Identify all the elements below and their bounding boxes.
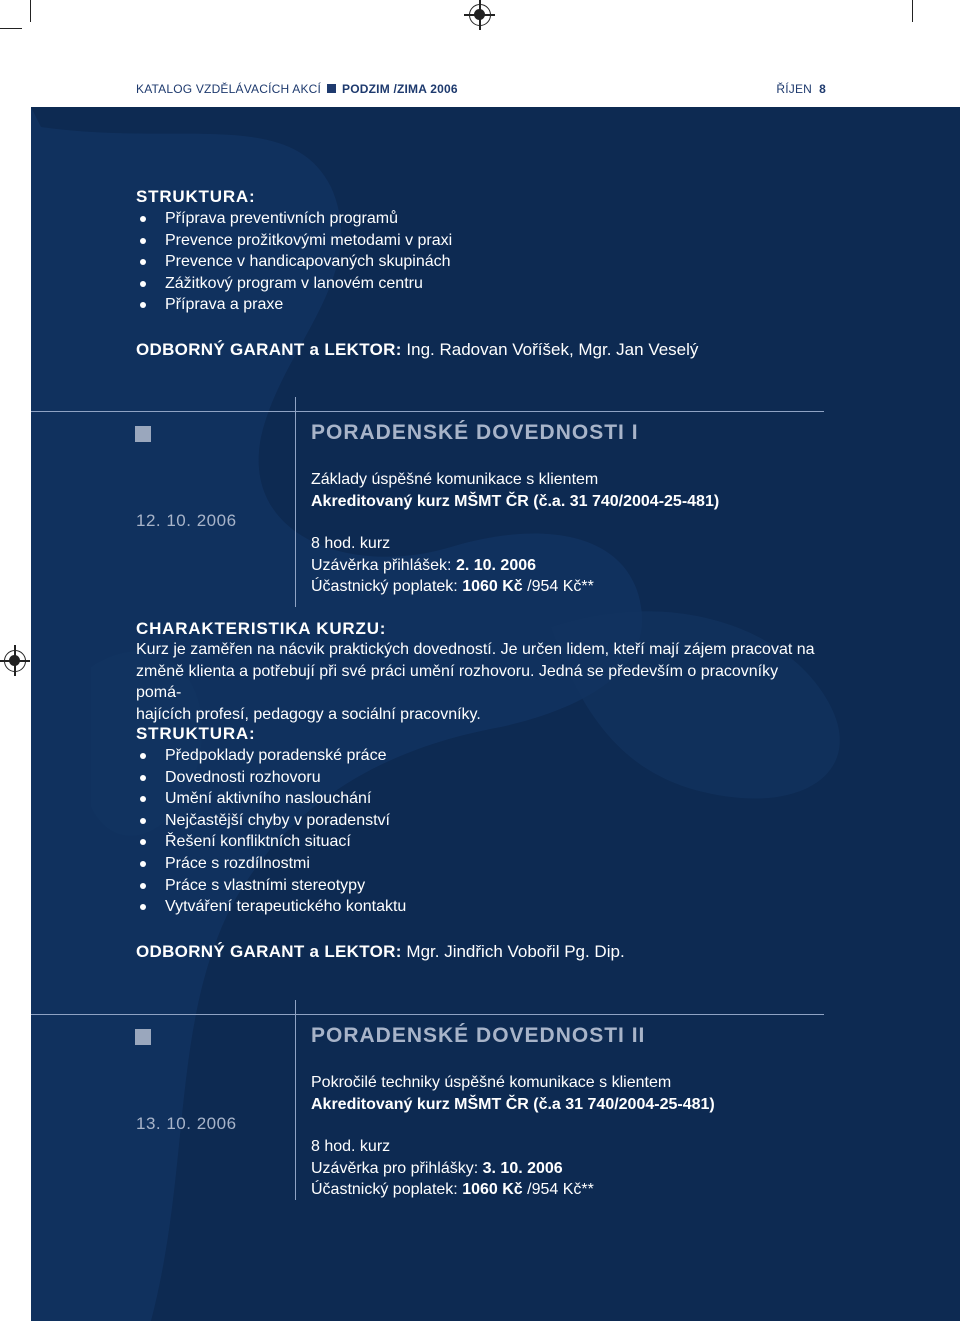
structure-block	[136, 187, 452, 316]
course-subtitle: Pokročilé techniky úspěšné komunikace s klientem	[311, 1074, 672, 1091]
fee-label: Účastnický poplatek:	[311, 1181, 458, 1199]
accreditation: Akreditovaný kurz MŠMT ČR (č.a. 31 740/2004-25-481)	[311, 492, 720, 510]
divider	[31, 1014, 824, 1015]
content-panel	[31, 107, 960, 1321]
deadline-value: 3. 10. 2006	[482, 1159, 563, 1177]
square-bullet-icon	[135, 1029, 151, 1045]
course-date: 13. 10. 2006	[136, 1114, 237, 1133]
structure-list	[136, 745, 406, 918]
characteristics-line: Kurz je zaměřen na nácvik praktických dovedností. Je určen lidem, kteří mají zájem pracovat na	[136, 641, 815, 658]
header-left	[136, 82, 458, 96]
course-hours: 8 hod. kurz	[311, 1138, 391, 1156]
list-item: Prevence v handicapovaných skupinách	[136, 251, 452, 273]
accreditation: Akreditovaný kurz MŠMT ČR (č.a 31 740/2004-25-481)	[311, 1095, 715, 1113]
structure-label: STRUKTURA:	[136, 187, 256, 206]
course-hours: 8 hod. kurz	[311, 535, 391, 553]
square-bullet-icon	[135, 426, 151, 442]
course-info	[311, 469, 719, 598]
panel-content	[31, 107, 960, 1321]
course-date: 12. 10. 2006	[136, 511, 237, 530]
header-right	[776, 82, 826, 96]
course-subtitle: Základy úspěšné komunikace s klientem	[311, 471, 599, 488]
guarantor-label: ODBORNÝ GARANT a LEKTOR:	[136, 942, 402, 961]
fee-extra: /954 Kč**	[527, 1181, 594, 1199]
course-info	[311, 1072, 715, 1201]
deadline-label: Uzávěrka přihlášek:	[311, 556, 452, 574]
structure-list	[136, 208, 452, 316]
list-item: Příprava a praxe	[136, 294, 452, 316]
course-title: PORADENSKÉ DOVEDNOSTI II	[311, 1024, 646, 1047]
list-item: Vytváření terapeutického kontaktu	[136, 896, 406, 918]
crop-mark	[0, 28, 22, 29]
structure-block	[136, 724, 406, 918]
deadline-line	[311, 555, 719, 577]
list-item: Dovednosti rozhovoru	[136, 767, 406, 789]
page-header	[136, 82, 826, 100]
fee-line	[311, 576, 719, 598]
list-item: Příprava preventivních programů	[136, 208, 452, 230]
registration-mark-icon	[4, 650, 26, 672]
month-label: ŘÍJEN	[776, 82, 813, 96]
characteristics-line: hajících profesí, pedagogy a sociální pracovníky.	[136, 705, 481, 723]
list-item: Práce s rozdílnostmi	[136, 853, 406, 875]
deadline-label: Uzávěrka pro přihlášky:	[311, 1159, 479, 1177]
deadline-line	[311, 1158, 715, 1180]
square-bullet-icon	[327, 84, 336, 93]
list-item: Umění aktivního naslouchání	[136, 788, 406, 810]
characteristics-label: CHARAKTERISTIKA KURZU:	[136, 619, 387, 638]
guarantor-line	[136, 941, 625, 963]
fee-value: 1060 Kč	[462, 1181, 523, 1199]
guarantor-line	[136, 339, 698, 361]
fee-label: Účastnický poplatek:	[311, 578, 458, 596]
page-number: 8	[819, 82, 826, 96]
guarantor-value: Ing. Radovan Voříšek, Mgr. Jan Veselý	[406, 340, 699, 359]
divider	[295, 397, 296, 607]
guarantor-value: Mgr. Jindřich Vobořil Pg. Dip.	[406, 942, 625, 961]
guarantor-label: ODBORNÝ GARANT a LEKTOR:	[136, 340, 402, 359]
structure-label: STRUKTURA:	[136, 724, 256, 743]
divider	[295, 1000, 296, 1200]
list-item: Prevence prožitkovými metodami v praxi	[136, 230, 452, 252]
list-item: Zážitkový program v lanovém centru	[136, 273, 452, 295]
list-item: Nejčastější chyby v poradenství	[136, 810, 406, 832]
fee-line	[311, 1179, 715, 1201]
fee-value: 1060 Kč	[462, 578, 523, 596]
fee-extra: /954 Kč**	[527, 578, 594, 596]
list-item: Práce s vlastními stereotypy	[136, 875, 406, 897]
characteristics-block	[136, 619, 826, 725]
registration-mark-icon	[469, 4, 491, 26]
crop-mark	[30, 0, 31, 22]
divider	[31, 411, 824, 412]
list-item: Řešení konfliktních situací	[136, 831, 406, 853]
list-item: Předpoklady poradenské práce	[136, 745, 406, 767]
season-label: PODZIM /ZIMA 2006	[342, 82, 458, 96]
deadline-value: 2. 10. 2006	[455, 556, 537, 574]
catalog-title: KATALOG VZDĚLÁVACÍCH AKCÍ	[136, 82, 322, 96]
course-title: PORADENSKÉ DOVEDNOSTI I	[311, 421, 639, 444]
characteristics-line: změně klienta a potřebují při své práci umění rozhovoru. Jedná se především o pracovníky pomá-	[136, 662, 779, 702]
crop-mark	[912, 0, 913, 22]
